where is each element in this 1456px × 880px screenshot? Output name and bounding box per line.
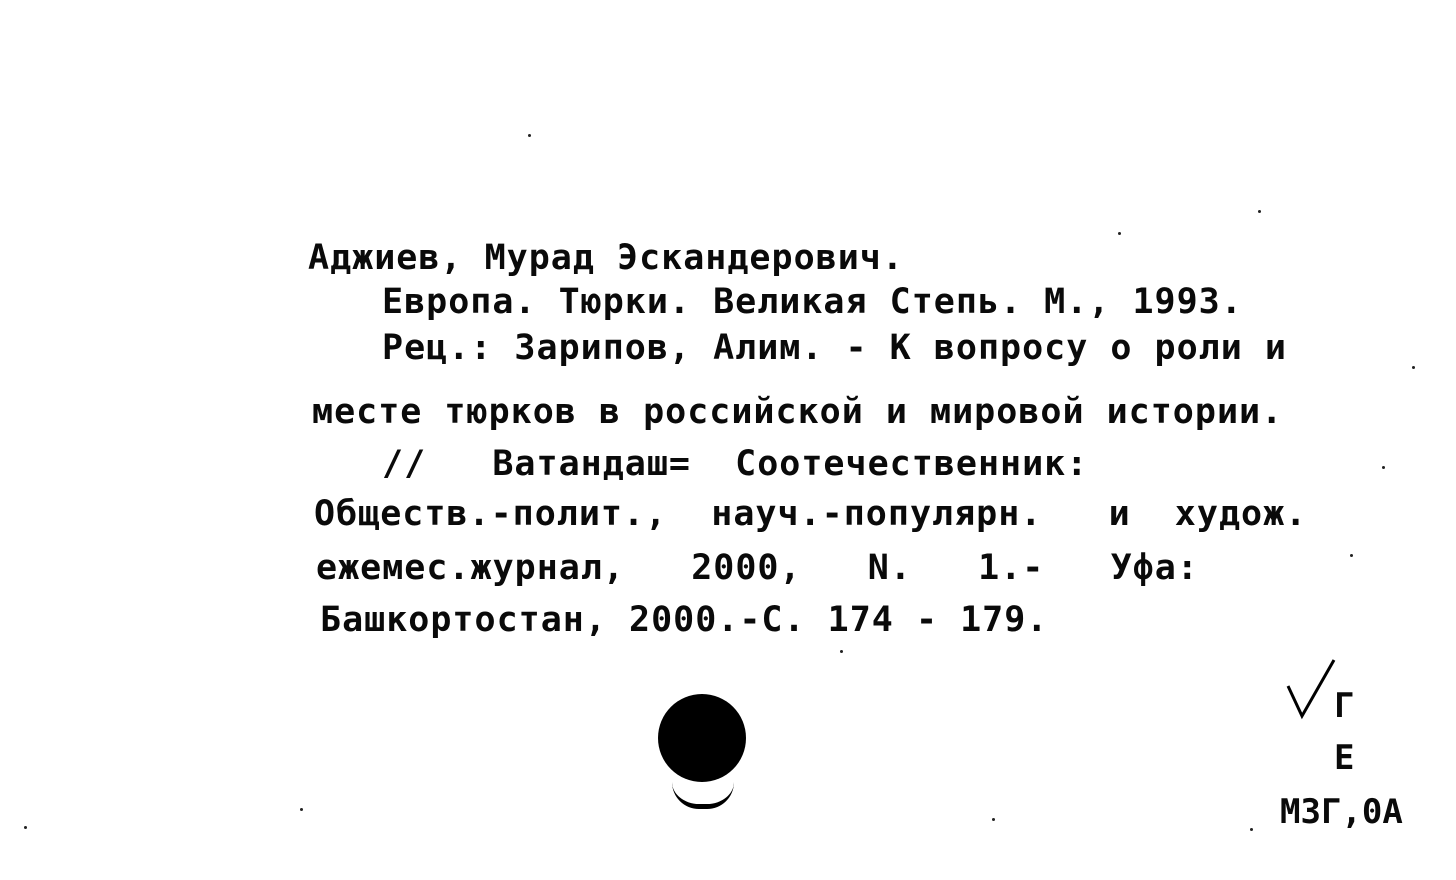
speck [1412, 366, 1415, 369]
speck [1382, 466, 1385, 469]
punch-hole-shadow [672, 782, 734, 809]
speck [1250, 828, 1253, 831]
card-line-review-cont: месте тюрков в российской и мировой истории. [312, 392, 1284, 432]
card-line-publisher: Башкортостан, 2000.-С. 174 - 179. [320, 600, 1049, 640]
letter-e: Е [1334, 738, 1355, 778]
card-line-title: Европа. Тюрки. Великая Степь. М., 1993. [382, 282, 1243, 322]
speck [528, 134, 531, 137]
check-letter: Г [1334, 686, 1355, 726]
speck [1258, 210, 1261, 213]
card-line-journal: // Ватандаш= Соотечественник: [382, 444, 1089, 484]
speck [24, 826, 27, 829]
speck [300, 808, 303, 811]
card-author: Аджиев, Мурад Эскандерович. [308, 238, 904, 278]
check-mark-icon [1286, 656, 1336, 722]
punch-hole [658, 694, 746, 782]
speck [1118, 232, 1121, 235]
speck [840, 650, 843, 653]
speck [992, 818, 995, 821]
card-line-review: Рец.: Зарипов, Алим. - К вопросу о роли и [382, 328, 1287, 368]
shelf-code: М3Г,0А [1280, 792, 1403, 832]
card-line-journal-issue: ежемес.журнал, 2000, N. 1.- Уфа: [316, 548, 1199, 588]
card-line-journal-desc: Обществ.-полит., науч.-популярн. и худож. [314, 494, 1308, 534]
speck [1350, 554, 1353, 557]
